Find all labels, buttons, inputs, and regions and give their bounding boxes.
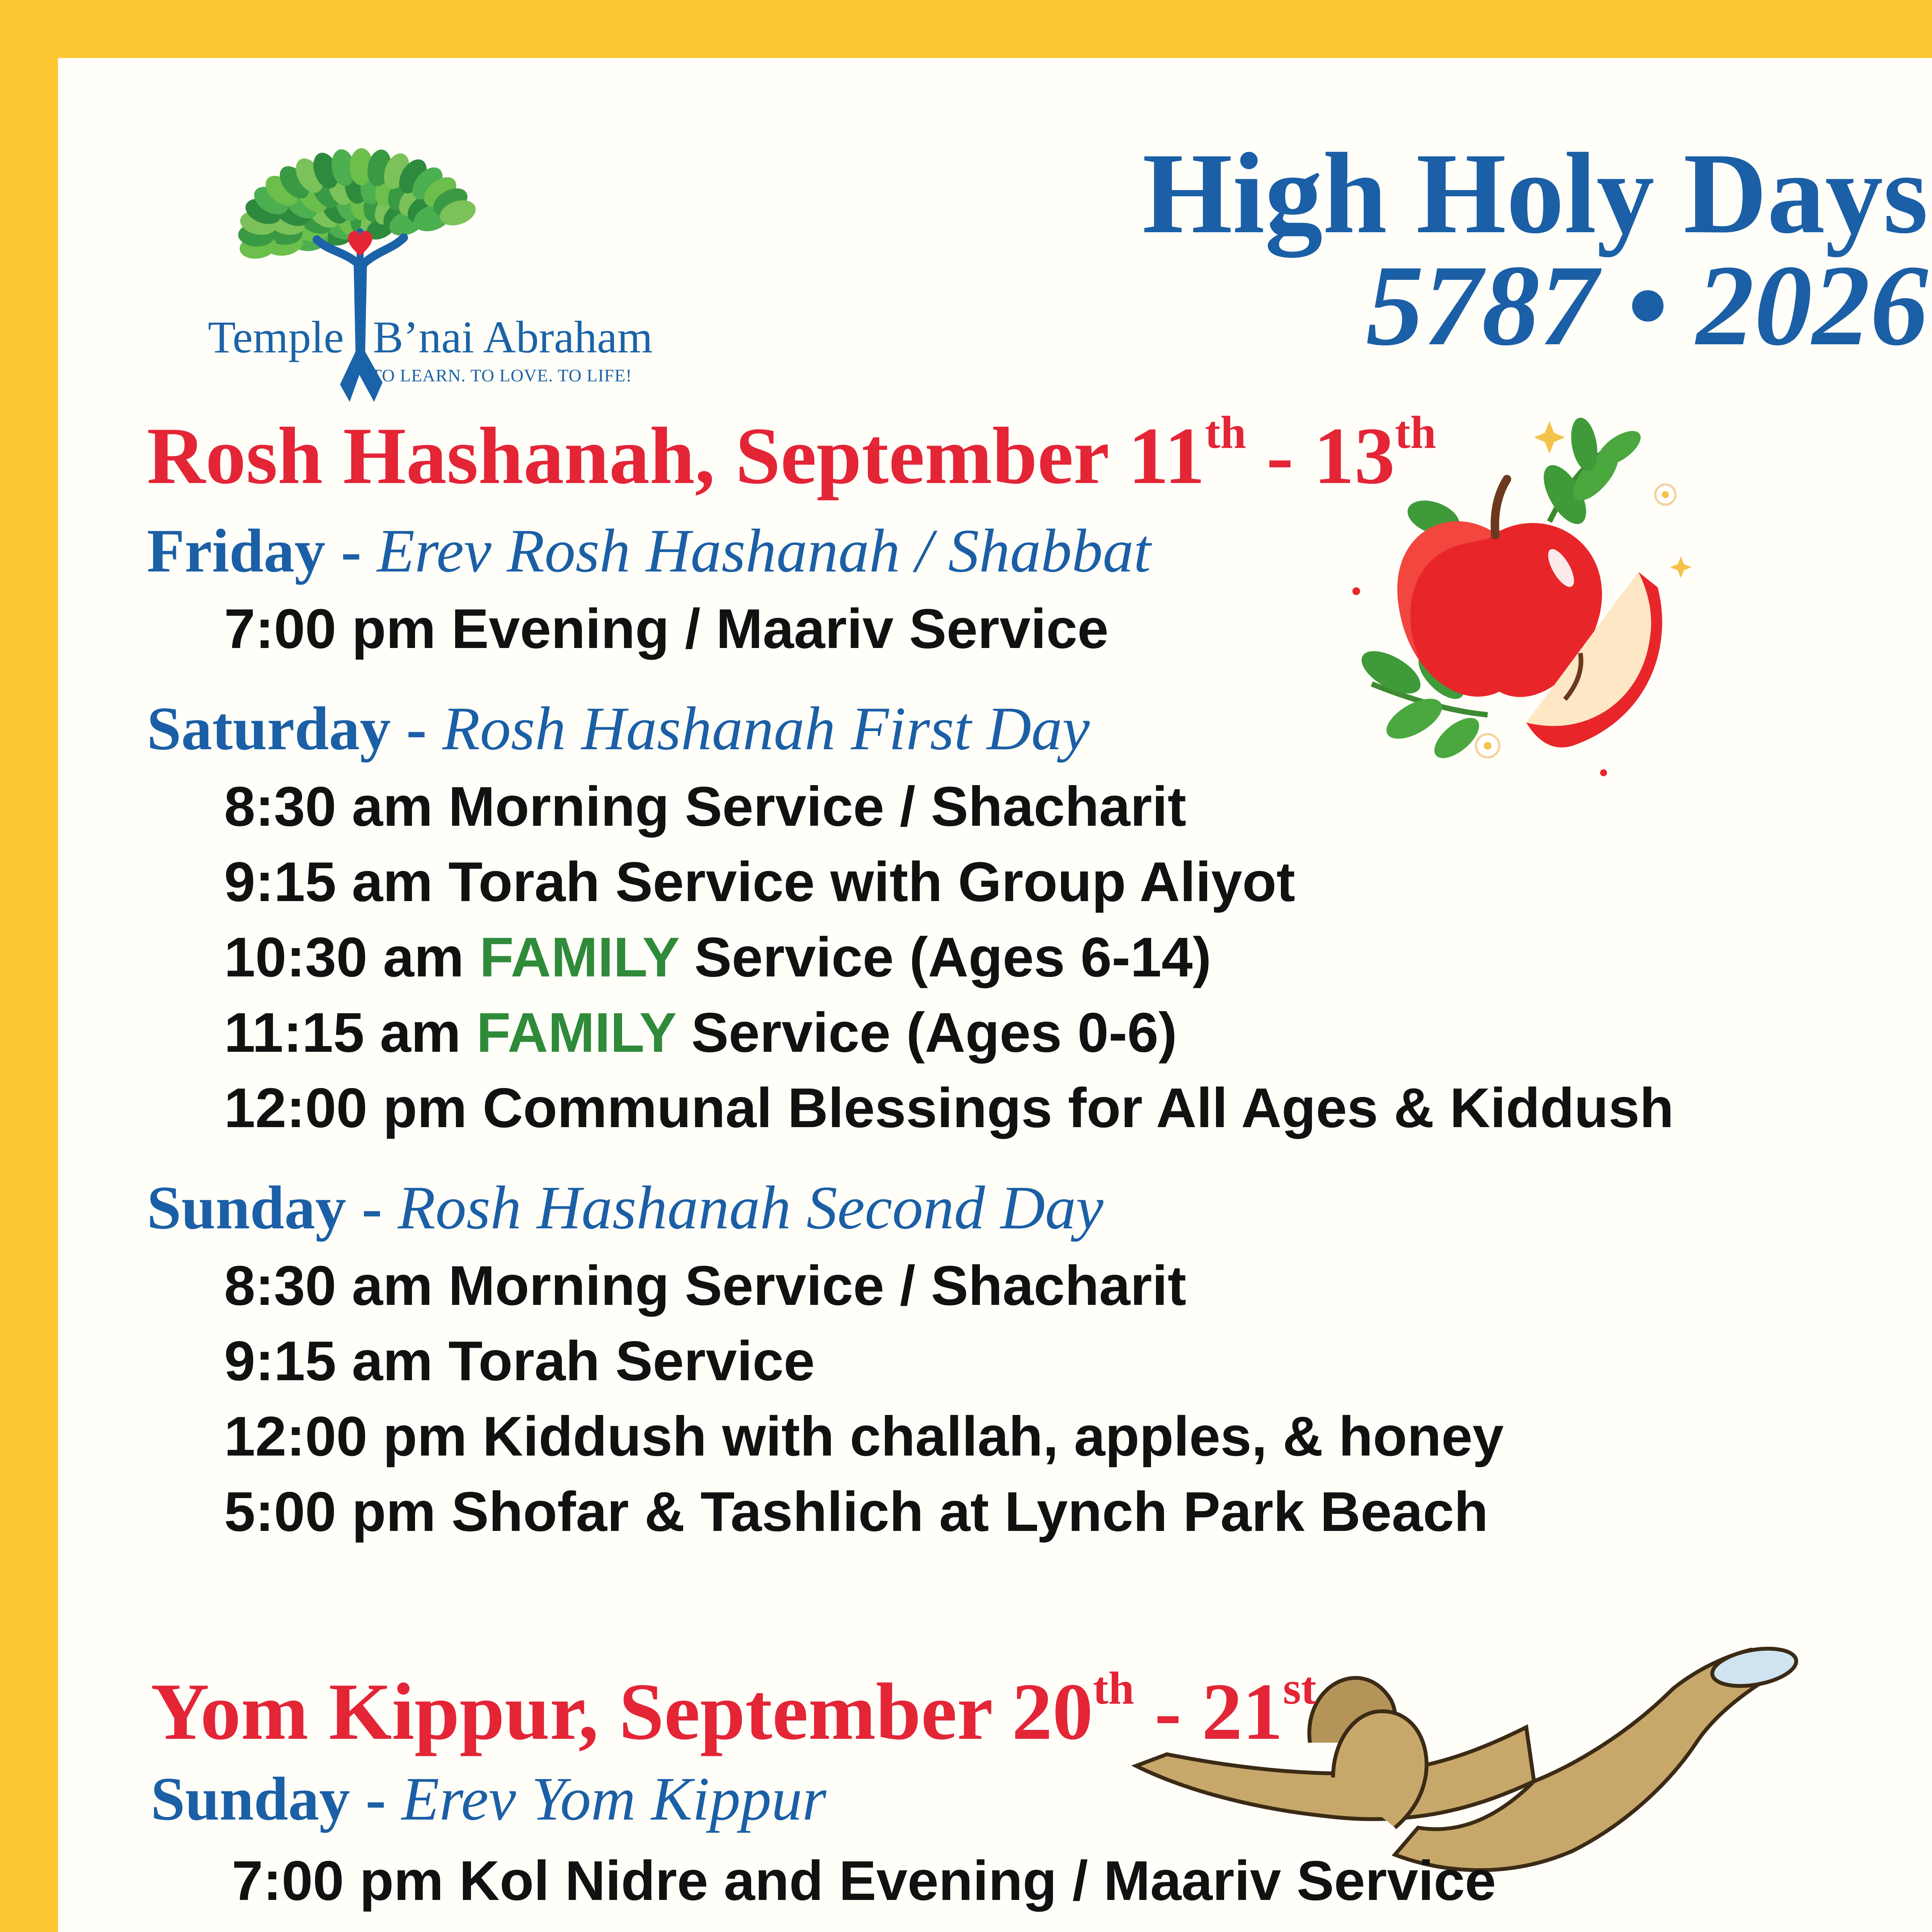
day-name: Saturday - (147, 694, 442, 763)
event-item: 12:00 pm Communal Blessings for All Ages & Kiddush (224, 1077, 1674, 1139)
logo-word-temple: Temple (208, 312, 344, 362)
event-item: 9:15 am Torah Service with Group Aliyot (224, 850, 1295, 913)
rosh-hashanah-heading-end: - 13 (1246, 411, 1395, 501)
poster (58, 58, 1932, 1932)
page-subtitle: 5787 • 2026 (1366, 241, 1928, 369)
yom-kippur-heading-suffix-2: st (1283, 1662, 1316, 1714)
event-item: 7:00 pm Evening / Maariv Service (224, 597, 1109, 660)
event-list-rh-friday (224, 591, 1109, 667)
yom-kippur-heading-text: Yom Kippur, September 20 (151, 1667, 1093, 1757)
event-item: 8:30 am Morning Service / Shacharit (224, 1254, 1187, 1317)
event-time: 10:30 am (224, 926, 480, 988)
event-item: 12:00 pm Kiddush with challah, apples, & honey (224, 1405, 1504, 1468)
event-desc: Service (Ages 0-6) (675, 1001, 1177, 1064)
day-heading-rh-sunday (147, 1171, 1104, 1244)
day-title: Erev Rosh Hashanah / Shabbat (377, 516, 1151, 585)
rosh-hashanah-heading-suffix-1: th (1205, 406, 1247, 458)
day-heading-rh-friday (147, 514, 1151, 587)
day-title: Rosh Hashanah First Day (442, 694, 1090, 763)
rosh-hashanah-heading (147, 406, 1436, 502)
day-heading-rh-saturday (147, 692, 1090, 765)
event-item (224, 995, 1674, 1070)
tree-logo-icon (201, 135, 684, 437)
yom-kippur-heading-suffix-1: th (1093, 1662, 1134, 1714)
event-item: 7:00 pm Kol Nidre and Evening / Maariv Service (232, 1849, 1496, 1912)
event-list-rh-saturday (224, 769, 1674, 1146)
logo-word-bnai-abraham: B’nai Abraham (373, 312, 653, 362)
day-name: Sunday - (147, 1173, 398, 1242)
event-time: 11:15 am (224, 1001, 476, 1064)
day-name: Sunday - (151, 1764, 402, 1833)
event-list-yk-sunday (232, 1843, 1496, 1918)
event-list-rh-sunday (224, 1248, 1504, 1549)
temple-logo (201, 135, 684, 437)
event-item (224, 920, 1674, 995)
event-item: 8:30 am Morning Service / Shacharit (224, 775, 1187, 838)
logo-tagline: TO LEARN. TO LOVE. TO LIFE! (371, 366, 632, 385)
yom-kippur-heading-end: - 21 (1134, 1667, 1283, 1757)
page-title: High Holy Days (1142, 129, 1928, 257)
family-highlight: FAMILY (476, 1001, 676, 1064)
rosh-hashanah-heading-text: Rosh Hashanah, September 11 (147, 411, 1205, 501)
day-name: Friday - (147, 516, 377, 585)
day-title: Rosh Hashanah Second Day (398, 1173, 1104, 1242)
event-item: 9:15 am Torah Service (224, 1330, 815, 1392)
family-highlight: FAMILY (480, 926, 679, 988)
yom-kippur-heading (151, 1662, 1316, 1758)
day-title: Erev Yom Kippur (401, 1764, 827, 1833)
event-item: 5:00 pm Shofar & Tashlich at Lynch Park Beach (224, 1480, 1488, 1543)
event-desc: Service (Ages 6-14) (679, 926, 1211, 988)
rosh-hashanah-heading-suffix-2: th (1395, 406, 1436, 458)
day-heading-yk-sunday (151, 1762, 827, 1835)
